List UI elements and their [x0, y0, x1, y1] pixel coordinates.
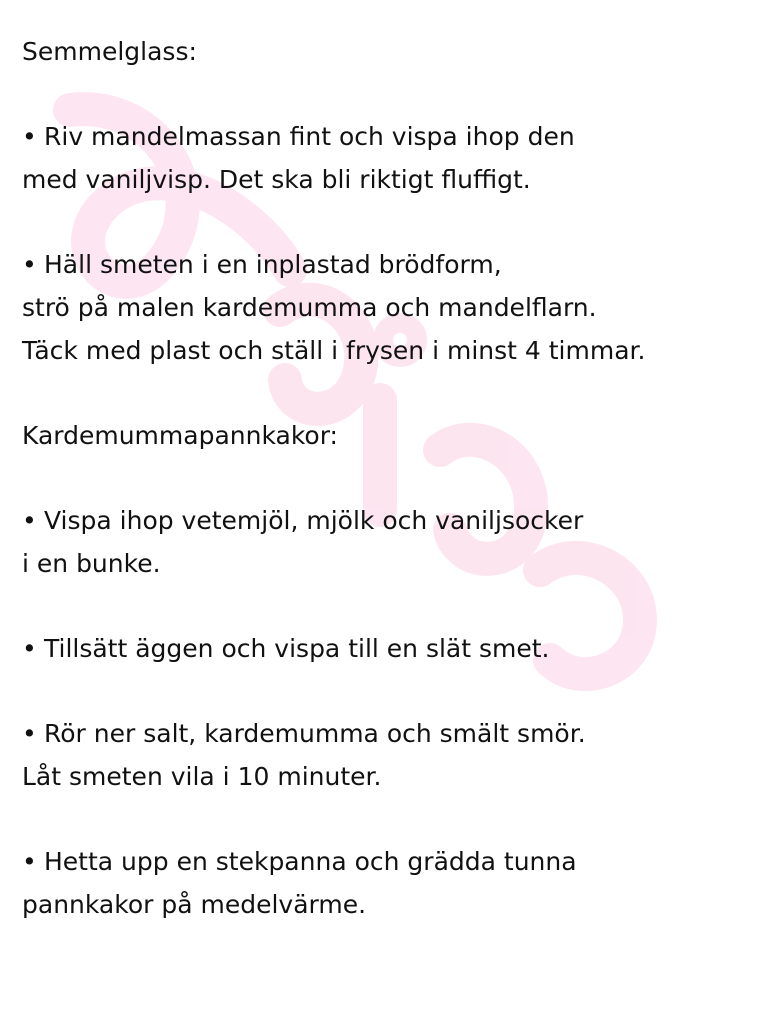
step-line [22, 542, 752, 585]
step-line [22, 627, 752, 670]
step-line [22, 499, 752, 542]
recipe-step [22, 712, 752, 798]
step-text: Täck med plast och ställ i frysen i minst 4 timmar. [22, 336, 646, 365]
step-text: i en bunke. [22, 549, 161, 578]
step-text: med vaniljvisp. Det ska bli riktigt fluffigt. [22, 165, 531, 194]
bullet-icon: • [22, 506, 37, 535]
step-line [22, 329, 752, 372]
step-line [22, 883, 752, 926]
recipe-document [22, 30, 752, 968]
bullet-icon: • [22, 719, 37, 748]
step-line [22, 243, 752, 286]
bullet-icon: • [22, 122, 37, 151]
step-line [22, 158, 752, 201]
step-line [22, 712, 752, 755]
step-text: Tillsätt äggen och vispa till en slät smet. [44, 634, 550, 663]
step-text: Hetta upp en stekpanna och grädda tunna [44, 847, 577, 876]
recipe-step [22, 840, 752, 926]
step-line [22, 115, 752, 158]
recipe-step [22, 499, 752, 585]
step-text: Vispa ihop vetemjöl, mjölk och vaniljsocker [44, 506, 584, 535]
section-heading: Kardemummapannkakor: [22, 421, 338, 450]
step-line [22, 840, 752, 883]
bullet-icon: • [22, 634, 37, 663]
bullet-icon: • [22, 847, 37, 876]
bullet-icon: • [22, 250, 37, 279]
recipe-step [22, 115, 752, 201]
recipe-step [22, 627, 752, 670]
step-text: Riv mandelmassan fint och vispa ihop den [44, 122, 575, 151]
recipe-step [22, 243, 752, 372]
step-line [22, 755, 752, 798]
step-text: pannkakor på medelvärme. [22, 890, 367, 919]
section-heading: Semmelglass: [22, 37, 197, 66]
step-line [22, 286, 752, 329]
step-text: Rör ner salt, kardemumma och smält smör. [44, 719, 586, 748]
step-text: Låt smeten vila i 10 minuter. [22, 762, 382, 791]
step-text: strö på malen kardemumma och mandelflarn. [22, 293, 597, 322]
step-text: Häll smeten i en inplastad brödform, [44, 250, 502, 279]
